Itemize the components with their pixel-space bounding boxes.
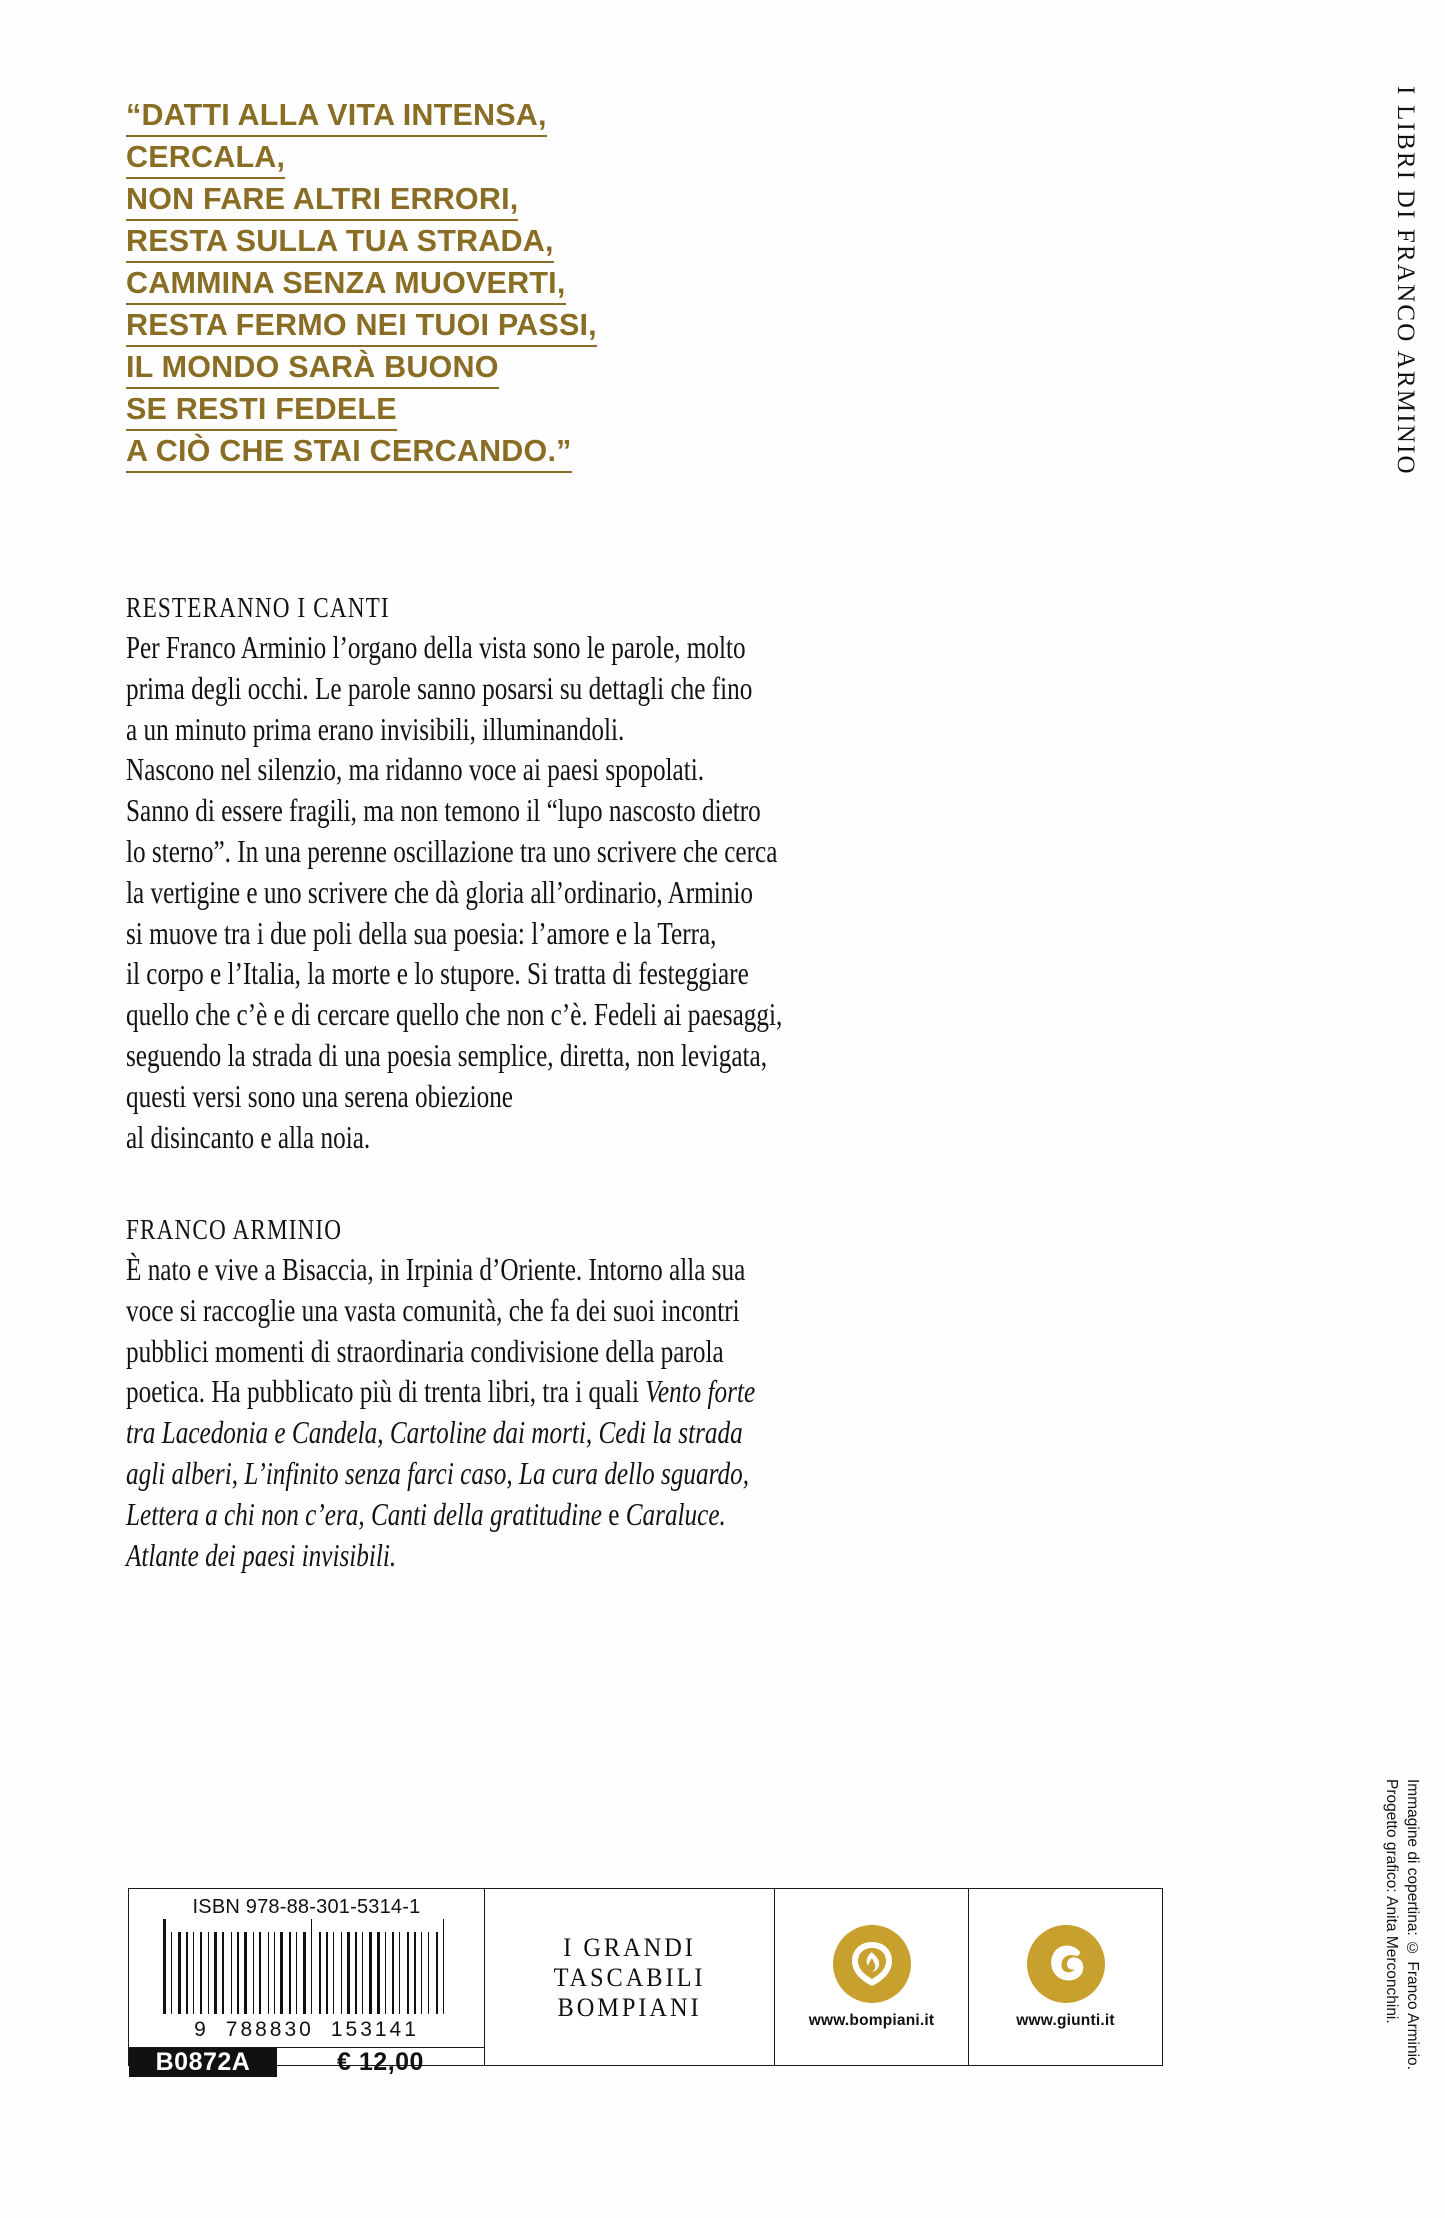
bio-line — [126, 1372, 926, 1413]
barcode-bar — [211, 1932, 212, 2014]
barcode-bar — [385, 1932, 386, 2014]
barcode-bar — [196, 1932, 199, 2014]
quote-line — [126, 305, 866, 347]
cover-quote — [126, 95, 866, 473]
blurb-line: al disincanto e alla noia. — [126, 1119, 371, 1155]
barcode-bar — [190, 1932, 191, 2014]
barcode-bar — [326, 1932, 328, 2014]
barcode-bar — [407, 1932, 409, 2014]
barcode-bar — [259, 1932, 261, 2014]
barcode-bar — [431, 1932, 434, 2014]
barcode-bar — [446, 1919, 448, 2014]
barcode-bar — [241, 1932, 242, 2014]
quote-line-text: “DATTI ALLA VITA INTENSA, — [126, 99, 547, 137]
barcode-digit-group: 788830 — [225, 2018, 314, 2041]
quote-line — [126, 431, 866, 473]
bompiani-emblem-icon — [850, 1940, 894, 1988]
barcode-bar — [336, 1932, 339, 2014]
barcode-bar — [388, 1932, 390, 2014]
barcode-bar — [168, 1919, 169, 2014]
barcode-bar — [280, 1932, 283, 2014]
barcode-bar — [237, 1932, 239, 2014]
code-price-row — [129, 2047, 484, 2077]
barcode-bar — [399, 1932, 400, 2014]
barcode-bar — [396, 1932, 397, 2014]
blurb-line: quello che c’è e di cercare quello che non c’è. Fedeli ai paesaggi, — [126, 997, 783, 1033]
barcode-bar — [299, 1932, 301, 2014]
isbn-barcode — [129, 1919, 484, 2018]
barcode-bar — [311, 1919, 312, 2014]
book-title-italic: Vento forte — [645, 1374, 756, 1410]
bio-line — [126, 1454, 926, 1495]
quote-line — [126, 137, 866, 179]
bio-line — [126, 1250, 926, 1291]
barcode-digit-group: 153141 — [330, 2018, 419, 2041]
barcode-bar — [443, 1919, 444, 2014]
barcode-bar — [231, 1932, 232, 2014]
barcode-bar — [377, 1932, 380, 2014]
quote-line-text: SE RESTI FEDELE — [126, 393, 397, 431]
barcode-bar — [244, 1932, 247, 2014]
book-title-italic: tra Lacedonia e Candela, Cartoline dai morti, Cedi la strada — [126, 1415, 743, 1451]
barcode-bar — [418, 1932, 419, 2014]
blurb-line: la vertigine e uno scrivere che dà gloria all’ordinario, Arminio — [126, 874, 753, 910]
barcode-bar — [174, 1932, 176, 2014]
bompiani-url[interactable]: www.bompiani.it — [808, 2011, 935, 2029]
barcode-bar — [303, 1932, 306, 2014]
barcode-bar — [344, 1932, 346, 2014]
book-title-italic: Caraluce. — [625, 1496, 726, 1532]
price-label: € 12,00 — [337, 2048, 424, 2076]
bio-line — [126, 1291, 926, 1332]
quote-line — [126, 221, 866, 263]
barcode-bar — [365, 1932, 367, 2014]
publisher-giunti[interactable] — [968, 1889, 1162, 2065]
barcode-bar — [200, 1932, 202, 2014]
bio-text: pubblici momenti di straordinaria condivisione della parola — [126, 1333, 724, 1369]
barcode-bar — [271, 1932, 273, 2014]
barcode-bar — [219, 1932, 220, 2014]
barcode-bar — [402, 1932, 405, 2014]
bio-text: voce si raccoglie una vasta comunità, che fa dei suoi incontri — [126, 1292, 740, 1328]
quote-line-text: RESTA SULLA TUA STRADA, — [126, 225, 554, 263]
series-title-vertical: I LIBRI DI FRANCO ARMINIO — [1392, 86, 1419, 476]
giunti-spiral-icon — [1040, 1938, 1092, 1990]
barcode-bar — [263, 1932, 266, 2014]
imprint-line-2: TASCABILI — [553, 1962, 706, 1992]
barcode-bar — [436, 1932, 438, 2014]
imprint-line-3: BOMPIANI — [557, 1992, 702, 2022]
blurb-line: prima degli occhi. Le parole sanno posarsi su dettagli che fino — [126, 670, 753, 706]
bompiani-logo-icon — [833, 1925, 911, 2003]
barcode-bar — [274, 1932, 275, 2014]
cover-credits — [1381, 1779, 1423, 2070]
quote-line-text: CERCALA, — [126, 141, 285, 179]
barcode-bar — [214, 1932, 217, 2014]
barcode-bar — [359, 1932, 360, 2014]
book-title-italic: Atlante dei paesi invisibili. — [126, 1537, 397, 1573]
barcode-bar — [183, 1932, 184, 2014]
quote-line — [126, 263, 866, 305]
cover-bottom-bar — [128, 1888, 1163, 2076]
bio-text: È nato e vive a Bisaccia, in Irpinia d’Oriente. Intorno alla sua — [126, 1252, 746, 1287]
bio-title: FRANCO ARMINIO — [126, 1214, 343, 1246]
barcode-bar — [296, 1932, 297, 2014]
barcode-bar — [208, 1932, 209, 2014]
barcode-bar — [421, 1932, 422, 2014]
quote-line — [126, 95, 866, 137]
barcode-bar — [222, 1932, 224, 2014]
barcode-digits — [129, 2018, 484, 2047]
blurb-line: si muove tra i due poli della sua poesia: l’amore e la Terra, — [126, 915, 717, 951]
barcode-bar — [382, 1932, 383, 2014]
book-title-italic: agli alberi, L’infinito senza farci caso, La cura dello sguardo, — [126, 1455, 749, 1491]
barcode-bar — [362, 1932, 363, 2014]
barcode-bar — [347, 1932, 350, 2014]
giunti-logo-icon — [1027, 1925, 1105, 2003]
barcode-bar — [277, 1932, 278, 2014]
barcode-bar — [293, 1932, 294, 2014]
giunti-url[interactable]: www.giunti.it — [1016, 2011, 1115, 2029]
bio-text: poetica. Ha pubblicato più di trenta libri, tra i quali — [126, 1374, 646, 1410]
author-bio — [126, 1210, 1126, 1576]
barcode-block — [129, 1889, 484, 2076]
barcode-bar — [163, 1919, 166, 2014]
barcode-bar — [171, 1932, 172, 2014]
quote-line-text: NON FARE ALTRI ERRORI, — [126, 183, 518, 221]
barcode-bar — [414, 1932, 417, 2014]
barcode-bar — [204, 1932, 206, 2014]
blurb-line: Sanno di essere fragili, ma non temono il “lupo nascosto dietro — [126, 793, 761, 829]
quote-line — [126, 347, 866, 389]
barcode-bar — [440, 1932, 441, 2014]
barcode-digit-group: 9 — [194, 2018, 209, 2041]
barcode-bar — [289, 1932, 291, 2014]
barcode-bar — [249, 1932, 251, 2014]
barcode-bar — [323, 1932, 324, 2014]
barcode-bar — [424, 1932, 426, 2014]
bio-line — [126, 1536, 926, 1577]
blurb-line: Nascono nel silenzio, ma ridanno voce ai paesi spopolati. — [126, 752, 705, 788]
barcode-bar — [411, 1932, 412, 2014]
quote-line — [126, 389, 866, 431]
barcode-bar — [319, 1932, 321, 2014]
quote-line-text: CAMMINA SENZA MUOVERTI, — [126, 267, 566, 305]
barcode-bar — [234, 1932, 235, 2014]
blurb-line: questi versi sono una serena obiezione — [126, 1078, 513, 1114]
barcode-bar — [355, 1932, 357, 2014]
barcode-bar — [193, 1932, 194, 2014]
barcode-bar — [314, 1919, 317, 2014]
barcode-bar — [341, 1932, 342, 2014]
book-blurb — [126, 588, 1126, 1158]
imprint-line-1: I GRANDI — [563, 1932, 696, 1962]
barcode-bar — [352, 1932, 353, 2014]
credit-line-2: Progetto grafico: Anita Merconchini. — [1383, 1779, 1400, 2024]
barcode-bar — [392, 1932, 394, 2014]
barcode-bar — [308, 1919, 309, 2014]
blurb-line: seguendo la strada di una poesia semplice, diretta, non levigata, — [126, 1037, 767, 1073]
barcode-bar — [178, 1932, 181, 2014]
barcode-bar — [374, 1932, 375, 2014]
barcode-bar — [226, 1932, 229, 2014]
bio-line — [126, 1495, 926, 1536]
barcode-bar — [256, 1932, 257, 2014]
bio-line — [126, 1413, 926, 1454]
blurb-line: Per Franco Arminio l’organo della vista sono le parole, molto — [126, 630, 746, 665]
barcode-bar — [186, 1932, 188, 2014]
credit-line-1: Immagine di copertina: © Franco Arminio. — [1404, 1779, 1421, 2070]
barcode-bar — [330, 1932, 331, 2014]
bio-text: e — [601, 1496, 626, 1532]
product-code: B0872A — [129, 2048, 277, 2077]
barcode-bar — [285, 1932, 287, 2014]
isbn-label: ISBN 978-88-301-5314-1 — [192, 1896, 421, 1918]
barcode-bar — [253, 1932, 254, 2014]
barcode-bar — [369, 1932, 372, 2014]
blurb-title: RESTERANNO I CANTI — [126, 592, 390, 624]
blurb-line: il corpo e l’Italia, la morte e lo stupore. Si tratta di festeggiare — [126, 956, 749, 992]
barcode-bar — [428, 1932, 429, 2014]
publisher-bompiani[interactable] — [774, 1889, 968, 2065]
quote-line-text: A CIÒ CHE STAI CERCANDO.” — [126, 435, 572, 473]
quote-line — [126, 179, 866, 221]
barcode-bar — [268, 1932, 269, 2014]
book-title-italic: Lettera a chi non c’era, Canti della gratitudine — [126, 1496, 602, 1532]
quote-line-text: RESTA FERMO NEI TUOI PASSI, — [126, 309, 597, 347]
imprint-logo — [484, 1889, 774, 2065]
imprint-text — [554, 1932, 706, 2022]
bio-line — [126, 1332, 926, 1373]
blurb-line: a un minuto prima erano invisibili, illuminandoli. — [126, 711, 625, 747]
quote-line-text: IL MONDO SARÀ BUONO — [126, 351, 499, 389]
blurb-line: lo sterno”. In una perenne oscillazione tra uno scrivere che cerca — [126, 833, 778, 869]
barcode-bar — [333, 1932, 334, 2014]
